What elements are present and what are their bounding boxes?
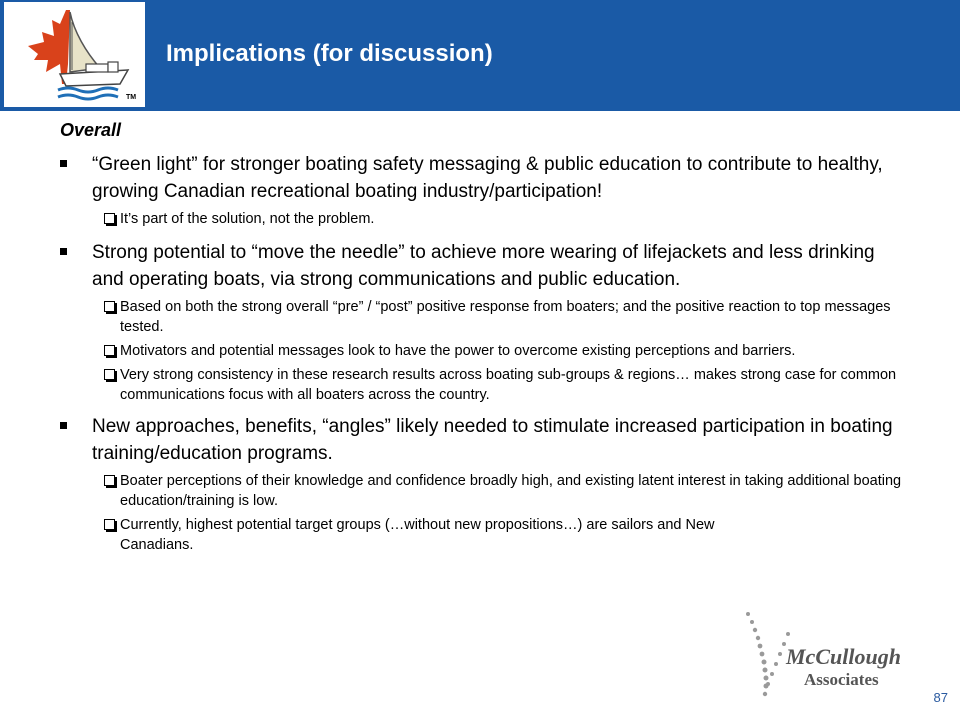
maple-leaf-sailboat-logo-icon <box>4 2 145 107</box>
checkbox-bullet-icon <box>104 519 115 530</box>
header-bar <box>0 0 960 111</box>
section-heading: Overall <box>60 120 122 140</box>
square-bullet-icon <box>60 160 67 167</box>
sub-bullet-item <box>60 209 910 229</box>
sub-bullet-text: It’s part of the solution, not the problem. <box>120 211 375 227</box>
trademark-label: TM <box>126 94 137 101</box>
checkbox-bullet-icon <box>104 301 115 312</box>
mccullough-associates-logo <box>740 600 950 710</box>
sub-bullet-text: Motivators and potential messages look to have the power to overcome existing perceptions and barriers. <box>120 343 796 359</box>
checkbox-bullet-icon <box>104 475 115 486</box>
bullet-text: Strong potential to “move the needle” to achieve more wearing of lifejackets and less drinking and operating boats, via strong communications and public education. <box>92 242 875 290</box>
sub-bullet-text: Based on both the strong overall “pre” / “post” positive response from boaters; and the positive reaction to top messages tested. <box>120 299 891 335</box>
page-number: 87 <box>933 690 948 705</box>
sub-bullet-text: Boater perceptions of their knowledge and confidence broadly high, and existing latent interest in taking additional boating education/training is low. <box>120 473 902 509</box>
bullet-item <box>60 151 910 205</box>
bullet-text: “Green light” for stronger boating safety messaging & public education to contribute to healthy, growing Canadian recreational boating industry/participation! <box>92 154 883 202</box>
slide-content <box>60 120 910 559</box>
slide-title: Implications (for discussion) <box>166 40 493 67</box>
boating-logo <box>4 2 145 107</box>
sub-bullet-text: Very strong consistency in these research results across boating sub-groups & regions… makes strong case for common communications focus with all boaters across the country. <box>120 367 897 403</box>
sub-bullet-item <box>60 341 910 361</box>
checkbox-bullet-icon <box>104 369 115 380</box>
checkbox-bullet-icon <box>104 345 115 356</box>
bullet-item <box>60 413 910 467</box>
bullet-item <box>60 239 910 293</box>
bullet-text: New approaches, benefits, “angles” likely needed to stimulate increased participation in boating training/education programs. <box>92 416 893 464</box>
sub-bullet-item <box>60 515 740 555</box>
square-bullet-icon <box>60 248 67 255</box>
sub-bullet-text: Currently, highest potential target groups (…without new propositions…) are sailors and New Canadians. <box>120 517 715 553</box>
square-bullet-icon <box>60 422 67 429</box>
sub-bullet-item <box>60 365 910 405</box>
company-name-line2: Associates <box>804 670 879 689</box>
checkbox-bullet-icon <box>104 213 115 224</box>
sub-bullet-item <box>60 297 910 337</box>
sub-bullet-item <box>60 471 910 511</box>
company-name-line1: McCullough <box>786 644 901 669</box>
